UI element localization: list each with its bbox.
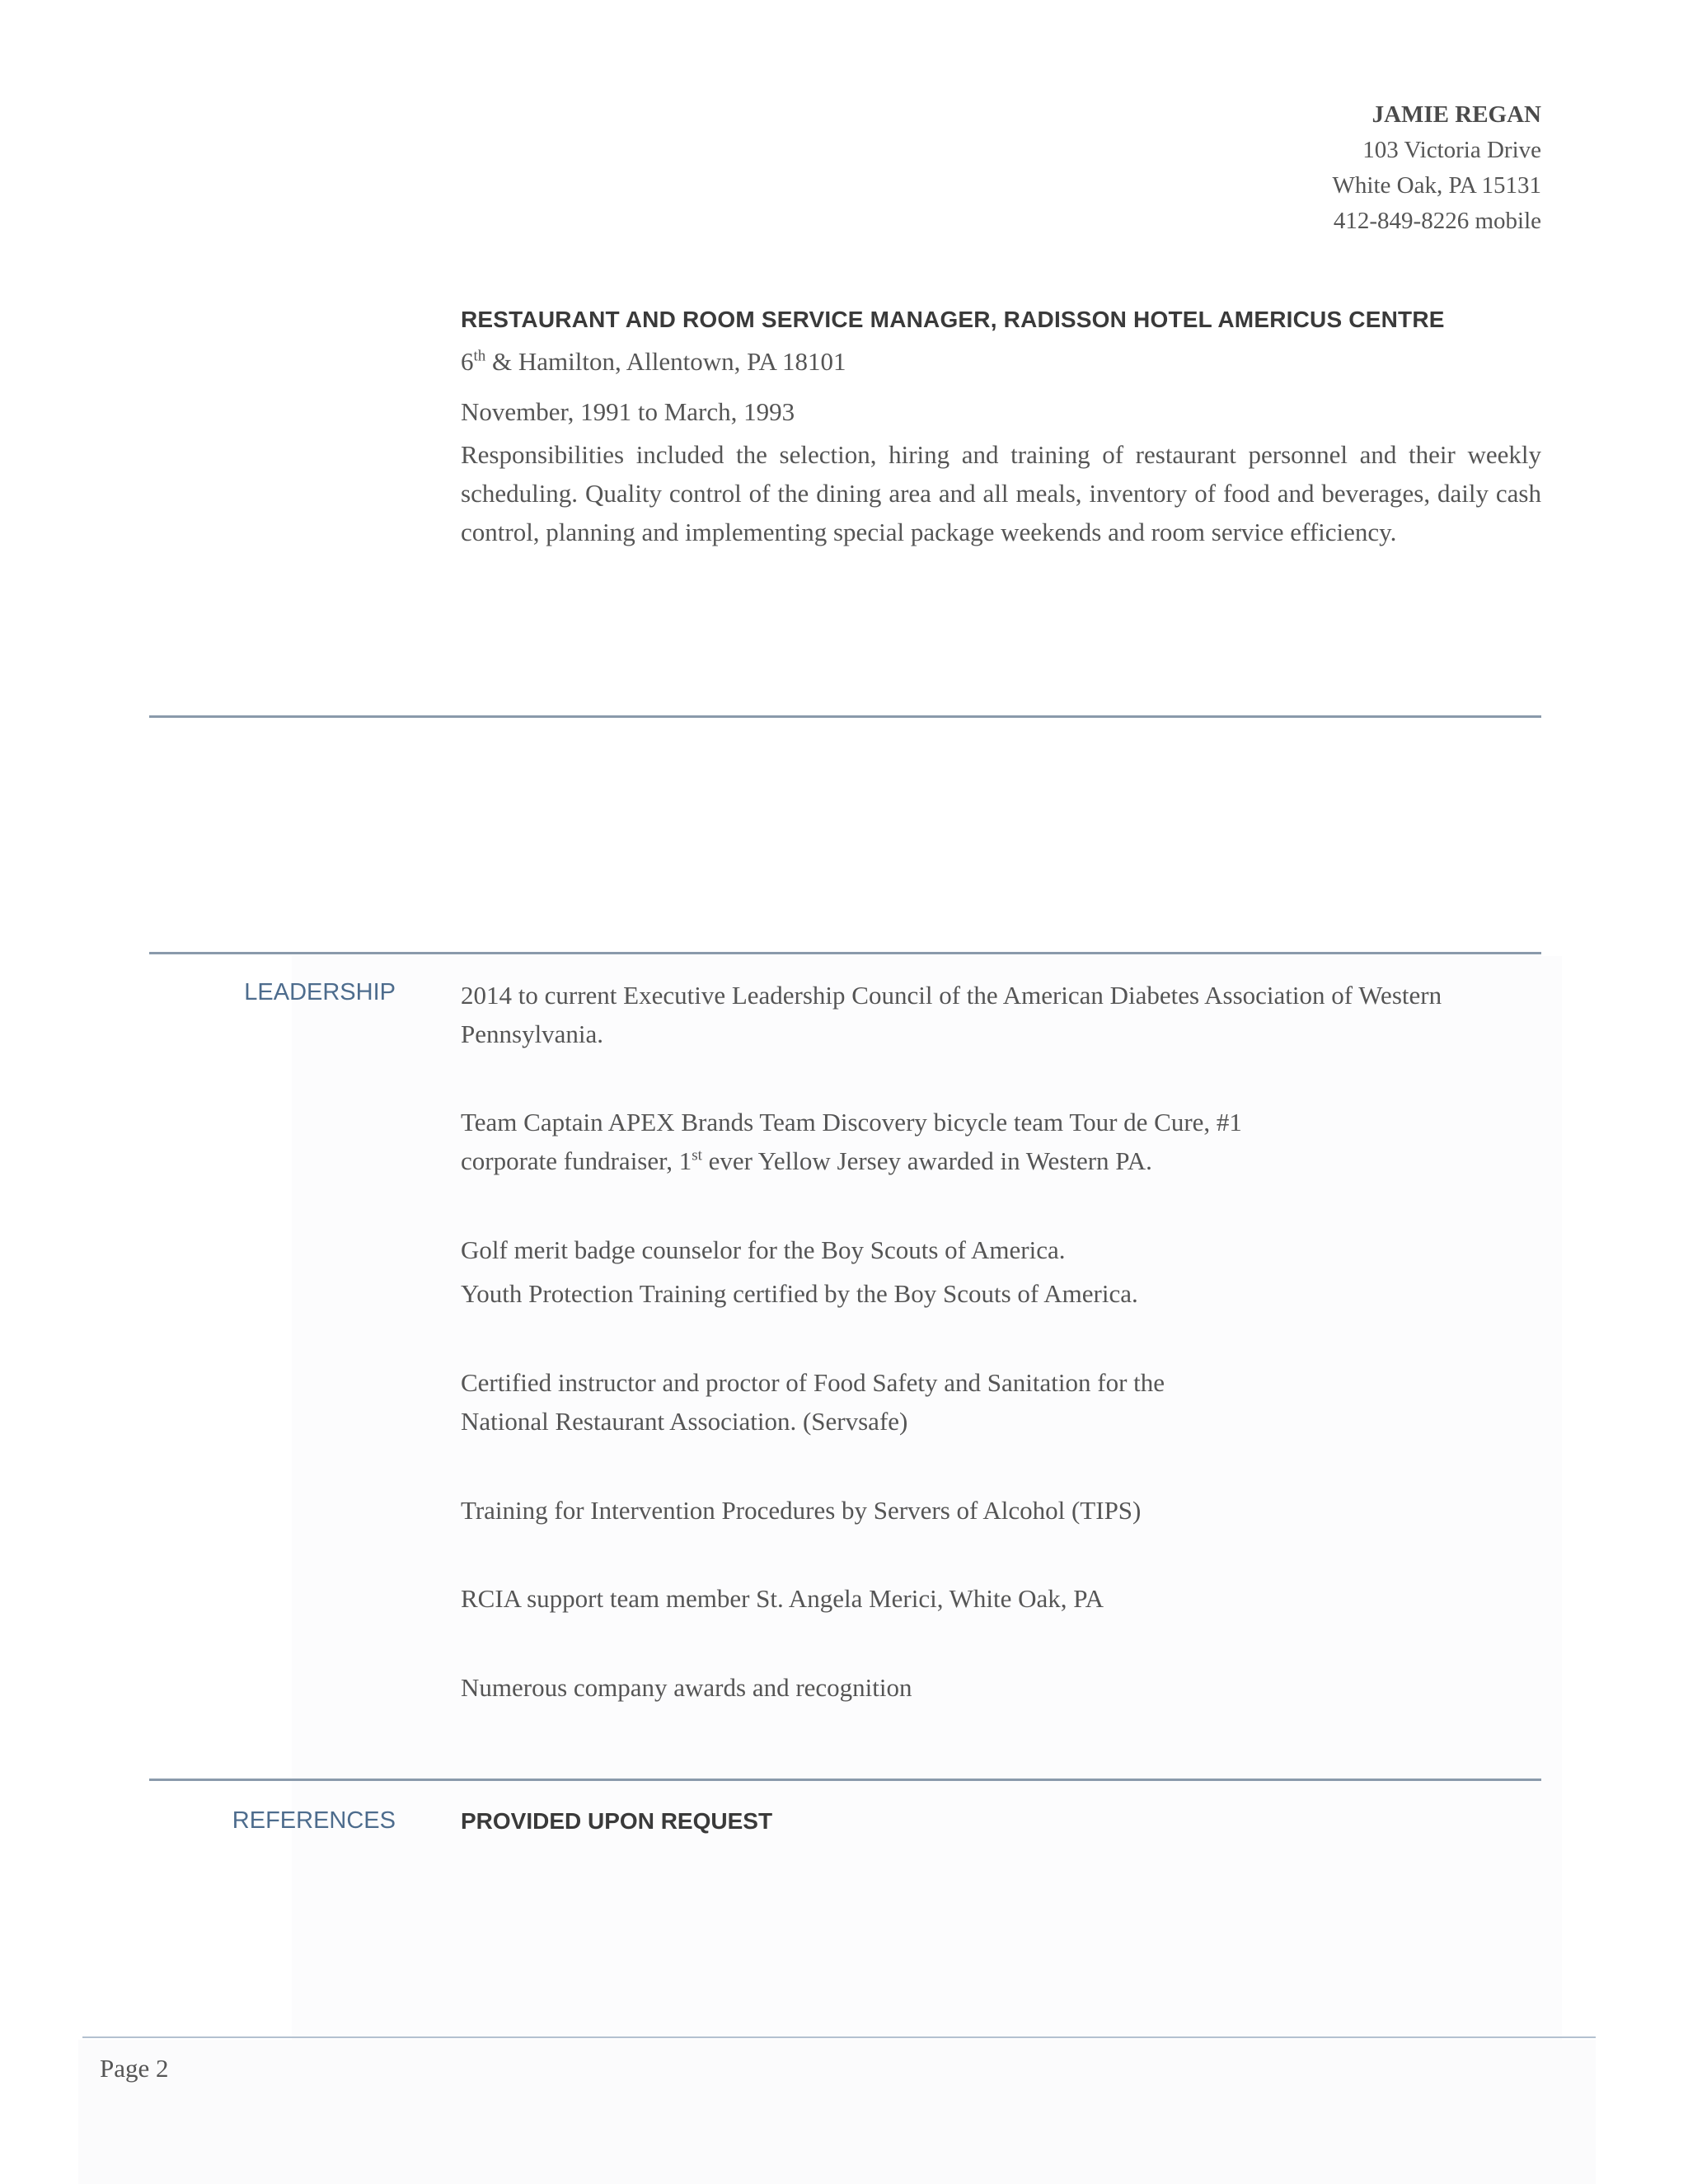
address-line-2: White Oak, PA 15131 [1332,172,1541,199]
leadership-item: Golf merit badge counselor for the Boy Scouts of America. [461,1235,1066,1264]
leadership-item [461,1103,1541,1180]
leadership-item: 2014 to current Executive Leadership Council of the American Diabetes Association of Western Pennsylvania. [461,981,1442,1048]
job-title: RESTAURANT AND ROOM SERVICE MANAGER, RADISSON HOTEL AMERICUS CENTRE [461,307,1445,332]
leadership-item-line: Team Captain APEX Brands Team Discovery bicycle team Tour de Cure, #1 [461,1108,1242,1137]
applicant-name: JAMIE REGAN [1372,101,1541,128]
section-divider [149,1779,1541,1781]
references-label: REFERENCES [232,1807,396,1834]
leadership-item: Numerous company awards and recognition [461,1673,912,1702]
leadership-item-line: National Restaurant Association. (Servsafe) [461,1407,908,1436]
job-address-ordinal: th [473,347,486,365]
item-text: corporate fundraiser, 1 [461,1146,692,1175]
experience-entry [461,307,1541,551]
ordinal-suffix: st [692,1146,702,1165]
job-address-number: 6 [461,347,474,376]
footer-divider [82,2036,1596,2038]
references-text: PROVIDED UPON REQUEST [461,1808,773,1834]
leadership-item-line [461,1141,1541,1180]
section-divider [149,715,1541,718]
page-number: Page 2 [100,2054,169,2083]
leadership-item: RCIA support team member St. Angela Merici, White Oak, PA [461,1584,1104,1613]
leadership-item: Training for Intervention Procedures by Servers of Alcohol (TIPS) [461,1496,1142,1525]
leadership-item-line: Certified instructor and proctor of Food Safety and Sanitation for the [461,1368,1165,1397]
address-line-1: 103 Victoria Drive [1362,137,1541,163]
leadership-item: Youth Protection Training certified by the Boy Scouts of America. [461,1279,1138,1308]
leadership-label: LEADERSHIP [244,979,396,1005]
leadership-item [461,1363,1541,1441]
job-address [461,347,1541,377]
job-description: Responsibilities included the selection, hiring and training of restaurant personnel and their weekly scheduling. Quality control of the dining area and all meals, inventory of food and beverages, daily cash control, planning and implementing special package weekends and room service efficiency. [461,440,1541,546]
job-dates: November, 1991 to March, 1993 [461,397,795,426]
phone-number: 412-849-8226 mobile [1333,208,1541,234]
contact-header [1333,97,1541,239]
job-address-street: & Hamilton, Allentown, PA 18101 [485,347,846,376]
section-divider [149,952,1541,954]
item-text: ever Yellow Jersey awarded in Western PA. [701,1146,1152,1175]
footer-background [78,2040,1596,2184]
